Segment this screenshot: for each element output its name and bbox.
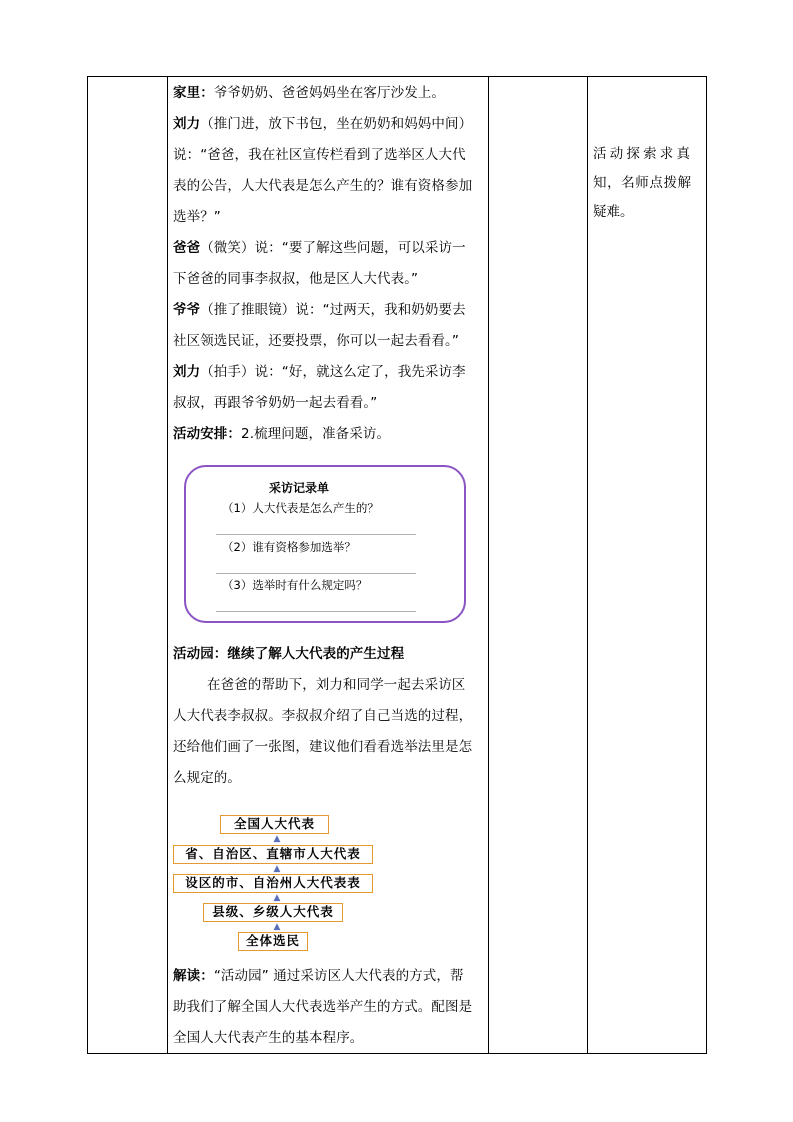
arrow-up-icon: ▲	[273, 834, 281, 844]
bold-label: 刘力	[173, 364, 201, 380]
text-line	[173, 639, 485, 670]
bold-label: 活动园：继续了解人大代表的产生过程	[173, 646, 405, 662]
table-col-border	[706, 76, 707, 1054]
text-run: 选举？”	[173, 209, 221, 225]
text-line	[173, 140, 485, 171]
text-run: 助我们了解全国人大代表选举产生的方式。配图是	[173, 999, 473, 1015]
interview-record-card	[184, 465, 466, 623]
arrow-up-icon: ▲	[273, 922, 281, 932]
text-run: 社区领选民证，还要投票，你可以一起去看看。”	[173, 333, 459, 349]
note-line: 疑难。	[593, 204, 634, 220]
text-line	[173, 1023, 485, 1054]
text-line	[173, 326, 485, 357]
note-line: 知，名师点拨解	[593, 175, 692, 191]
card-title: 采访记录单	[269, 481, 330, 495]
activity-block	[173, 639, 485, 794]
text-run: 全国人大代表产生的基本程序。	[173, 1030, 364, 1046]
answer-line	[216, 573, 416, 574]
table-col-border	[488, 76, 489, 1054]
note-line: 活动探索求真	[593, 146, 694, 162]
level-voters: 全体选民	[238, 932, 308, 951]
text-run: 在爸爸的帮助下，刘力和同学一起去采访区	[207, 677, 466, 693]
arrow-up-icon: ▲	[273, 864, 281, 874]
text-run: （推门进，放下书包，坐在奶奶和妈妈中间）	[200, 116, 473, 132]
table-top-border	[87, 76, 707, 77]
answer-line	[216, 534, 416, 535]
text-line	[173, 670, 485, 701]
table-col-border	[87, 76, 88, 1054]
text-line	[173, 701, 485, 732]
text-line	[173, 171, 485, 202]
level-national: 全国人大代表	[220, 815, 329, 834]
bold-label: 爸爸	[173, 240, 201, 256]
text-line	[173, 202, 485, 233]
text-line	[173, 264, 485, 295]
bold-label: 刘力	[173, 116, 201, 132]
card-question-3: （3）选举时有什么规定吗？	[222, 578, 368, 592]
text-line	[173, 78, 485, 109]
text-line	[173, 992, 485, 1023]
interpretation-block	[173, 961, 485, 1054]
text-run: 表的公告，人大代表是怎么产生的？谁有资格参加	[173, 178, 473, 194]
text-line	[173, 233, 485, 264]
text-run: 下爸爸的同事李叔叔，他是区人大代表。”	[173, 271, 419, 287]
card-question-2: （2）谁有资格参加选举？	[222, 540, 356, 554]
text-run: 叔叔，再跟爷爷奶奶一起去看看。”	[173, 395, 378, 411]
text-line	[173, 109, 485, 140]
level-provincial: 省、自治区、直辖市人大代表	[173, 845, 373, 864]
text-run: “活动园” 通过采访区人大代表的方式，帮	[213, 968, 464, 984]
text-line	[173, 961, 485, 992]
table-col-border	[587, 76, 588, 1054]
dialogue-block	[173, 78, 485, 450]
text-run: 说：“爸爸，我在社区宣传栏看到了选举区人大代	[173, 147, 466, 163]
bold-label: 解读：	[173, 968, 214, 984]
table-col-border	[167, 76, 168, 1054]
text-line	[173, 419, 485, 450]
text-run: 爷爷奶奶、爸爸妈妈坐在客厅沙发上。	[213, 85, 446, 101]
teaching-note	[593, 140, 703, 227]
text-run: 2.梳理问题，准备采访。	[241, 426, 391, 442]
card-question-1: （1）人大代表是怎么产生的？	[222, 501, 379, 515]
text-run: 人大代表李叔叔。李叔叔介绍了自己当选的过程，	[173, 708, 473, 724]
text-line	[173, 388, 485, 419]
answer-line	[216, 611, 416, 612]
text-run: 么规定的。	[173, 770, 241, 786]
level-county: 县级、乡级人大代表	[203, 903, 343, 922]
level-city: 设区的市、自治州人大代表表	[173, 874, 373, 893]
text-line	[173, 295, 485, 326]
bold-label: 家里：	[173, 85, 214, 101]
text-run: 还给他们画了一张图，建议他们看看选举法里是怎	[173, 739, 473, 755]
text-run: （推了推眼镜）说：“过两天，我和奶奶要去	[200, 302, 466, 318]
text-line	[173, 357, 485, 388]
text-line	[173, 732, 485, 763]
bold-label: 活动安排：	[173, 426, 241, 442]
text-run: （微笑）说：“要了解这些问题，可以采访一	[200, 240, 466, 256]
text-line	[173, 763, 485, 794]
bold-label: 爷爷	[173, 302, 201, 318]
arrow-up-icon: ▲	[273, 893, 281, 903]
text-run: （拍手）说：“好，就这么定了，我先采访李	[200, 364, 466, 380]
